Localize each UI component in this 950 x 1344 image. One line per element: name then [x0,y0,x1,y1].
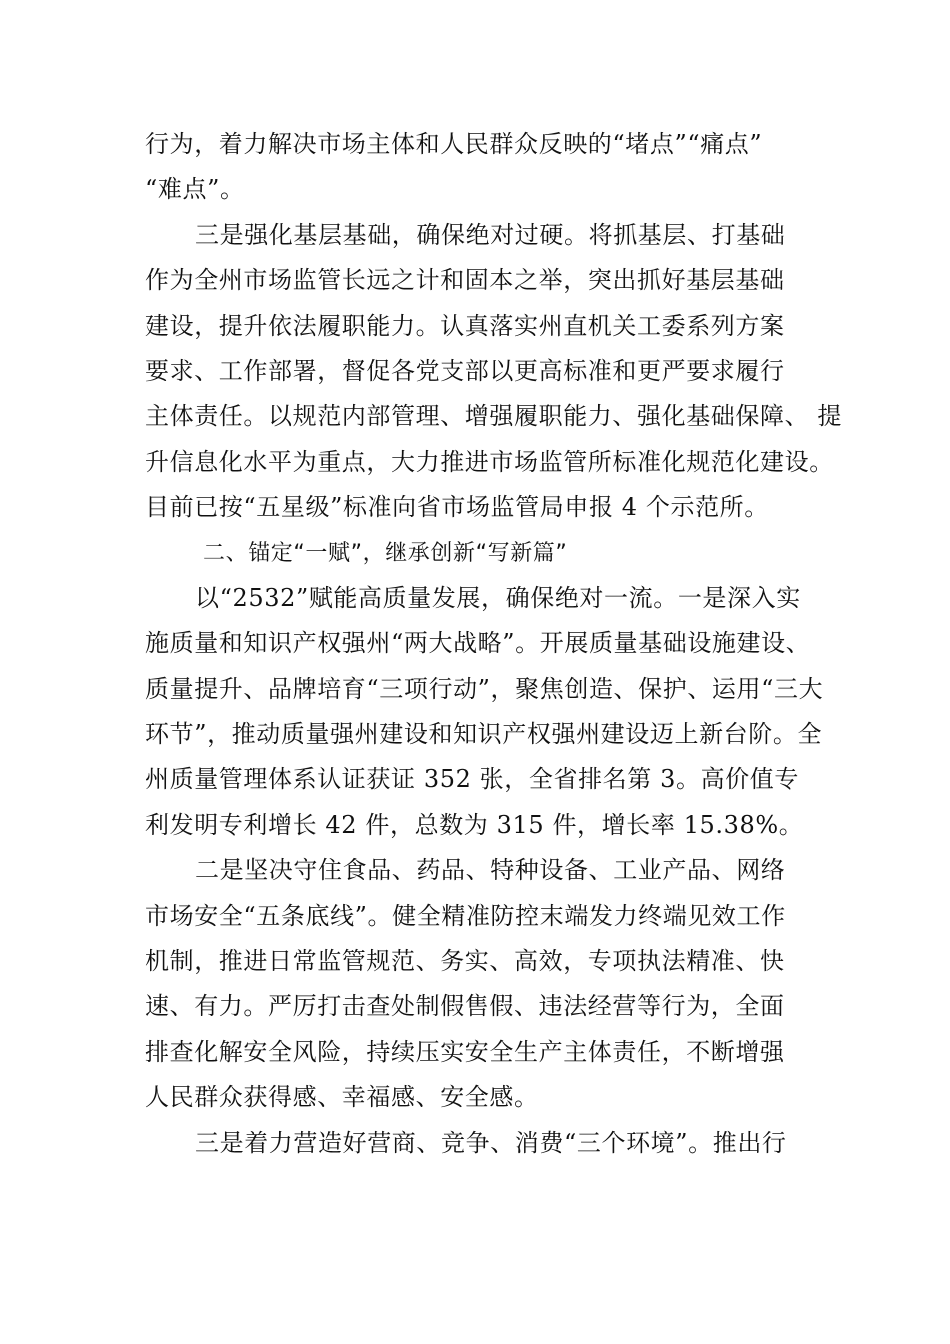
text-line: 施质量和知识产权强州“两大战略”。开展质量基础设施建设、 [145,629,811,658]
text-line: 质量提升、品牌培育“三项行动”，聚焦创造、保护、运用“三大 [145,674,824,703]
text-line: 行为，着力解决市场主体和人民群众反映的“堵点”“痛点” [145,130,763,158]
document-body [145,122,843,1166]
paragraph-start-line: 二是坚决守住食品、药品、特种设备、工业产品、网络 [195,856,786,885]
paragraph-start-line: 三是着力营造好营商、竞争、消费“三个环境”。推出行 [195,1128,787,1157]
paragraph-start-line: 以“2532”赋能高质量发展，确保绝对一流。一是深入实 [195,583,801,612]
text-line: “难点”。 [145,175,245,204]
text-line: 建设，提升依法履职能力。认真落实州直机关工委系列方案 [145,311,785,340]
text-line: 利发明专利增长 42 件，总数为 315 件，增长率 15.38%。 [145,810,804,839]
text-line: 州质量管理体系认证获证 352 张，全省排名第 3。高价值专 [145,765,799,794]
text-line: 市场安全“五条底线”。健全精准防控末端发力终端见效工作 [145,901,786,930]
section-heading: 二、锚定“一赋”，继承创新“写新篇” [203,540,568,566]
text-line: 主体责任。以规范内部管理、增强履职能力、强化基础保障、 提 [145,402,843,431]
text-line: 人民群众获得感、幸福感、安全感。 [145,1083,539,1112]
text-line: 升信息化水平为重点，大力推进市场监管所标准化规范化建设。 [145,447,834,476]
text-line: 排查化解安全风险，持续压实安全生产主体责任，不断增强 [145,1037,785,1066]
text-line: 目前已按“五星级”标准向省市场监管局申报 4 个示范所。 [145,493,769,522]
text-line: 机制，推进日常监管规范、务实、高效，专项执法精准、快 [145,947,785,976]
text-line: 作为全州市场监管长远之计和固本之举，突出抓好基层基础 [145,266,785,295]
text-line: 要求、工作部署，督促各党支部以更高标准和更严要求履行 [145,356,785,385]
text-line: 速、有力。严厉打击查处制假售假、违法经营等行为，全面 [145,992,785,1021]
paragraph-start-line: 三是强化基层基础，确保绝对过硬。将抓基层、打基础 [195,220,786,249]
text-line: 环节”，推动质量强州建设和知识产权强州建设迈上新台阶。全 [145,720,823,749]
